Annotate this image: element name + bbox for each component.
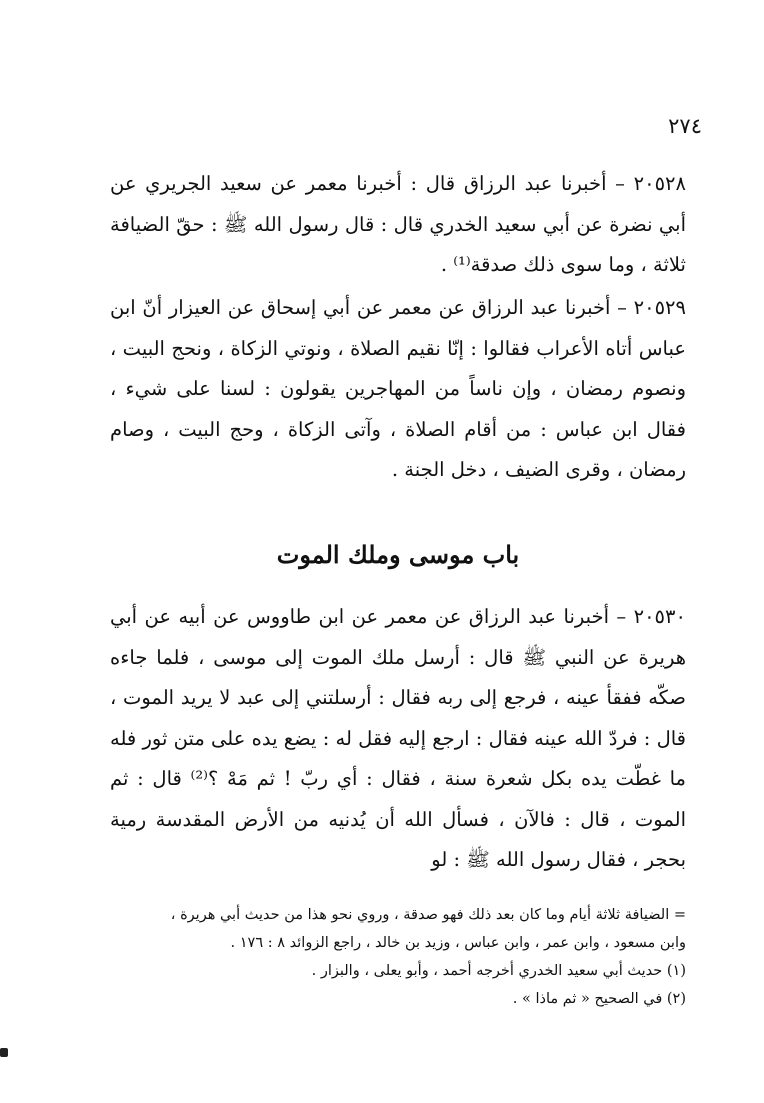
hadith-separator: – xyxy=(610,296,627,319)
hadith-number: ٢٠٥٢٨ xyxy=(633,172,686,195)
hadith-separator: – xyxy=(606,172,625,195)
chapter-title: باب موسى وملك الموت xyxy=(276,540,520,569)
footnote-continuation: = الضيافة ثلاثة أيام وما كان بعد ذلك فهو صدقة ، وروي نحو هذا من حديث أبي هريرة ، xyxy=(170,907,686,923)
page-number: ٢٧٤ xyxy=(668,114,702,138)
hadith-text: أخبرنا عبد الرزاق قال : أخبرنا معمر عن سعيد الجريري عن أبي نضرة عن أبي سعيد الخدري قال : قال رسول الله ﷺ : حقّ الضيافة ثلاثة ، وما سوى ذلك صدقة⁽¹⁾ . xyxy=(110,172,686,276)
hadith-number: ٢٠٥٣٠ xyxy=(633,605,686,628)
hadith-number: ٢٠٥٢٩ xyxy=(633,296,687,319)
hadith-text: أخبرنا عبد الرزاق عن معمر عن ابن طاووس عن أبيه عن أبي هريرة عن النبي ﷺ قال : أرسل ملك الموت إلى موسى ، فلما جاءه صكّه ففقأ عينه ، فرجع إلى ربه فقال : أرسلتني إلى عبد لا يريد الموت ، قال : فردّ الله عينه فقال : ارجع إليه فقل له : يضع يده على متن ثور فله ما غطّت يده بكل شعرة سنة ، فقال : أي ربّ ! ثم مَهْ ؟⁽²⁾ قال : ثم الموت ، قال : فالآن ، فسأل الله أن يُدنيه من الأرض المقدسة رمية بحجر ، فقال رسول الله ﷺ : لو xyxy=(110,605,686,871)
hadith-text: أخبرنا عبد الرزاق عن معمر عن أبي إسحاق عن العيزار أنّ ابن عباس أتاه الأعراب فقالوا : إنّا نقيم الصلاة ، ونوتي الزكاة ، ونحج البيت ، ونصوم رمضان ، وإن ناساً من المهاجرين يقولون : لسنا على شيء ، فقال ابن عباس : من أقام الصلاة ، وآتى الزكاة ، وحج البيت ، وصام رمضان ، وقرى الضيف ، دخل الجنة . xyxy=(110,296,686,481)
footnotes xyxy=(110,901,686,1013)
scan-mark xyxy=(0,1048,8,1057)
hadith-20528 xyxy=(110,164,686,286)
footnote-1: (١) حديث أبي سعيد الخدري أخرجه أحمد ، وأبو يعلى ، والبزار . xyxy=(311,963,686,979)
hadith-20529 xyxy=(110,288,686,491)
footnote-2: (٢) في الصحيح « ثم ماذا » . xyxy=(512,991,686,1007)
footnote-continuation: وابن مسعود ، وابن عمر ، وابن عباس ، وزيد بن خالد ، راجع الزوائد ٨ : ١٧٦ . xyxy=(230,935,686,951)
hadith-20530 xyxy=(110,597,686,881)
hadith-separator: – xyxy=(608,605,627,628)
